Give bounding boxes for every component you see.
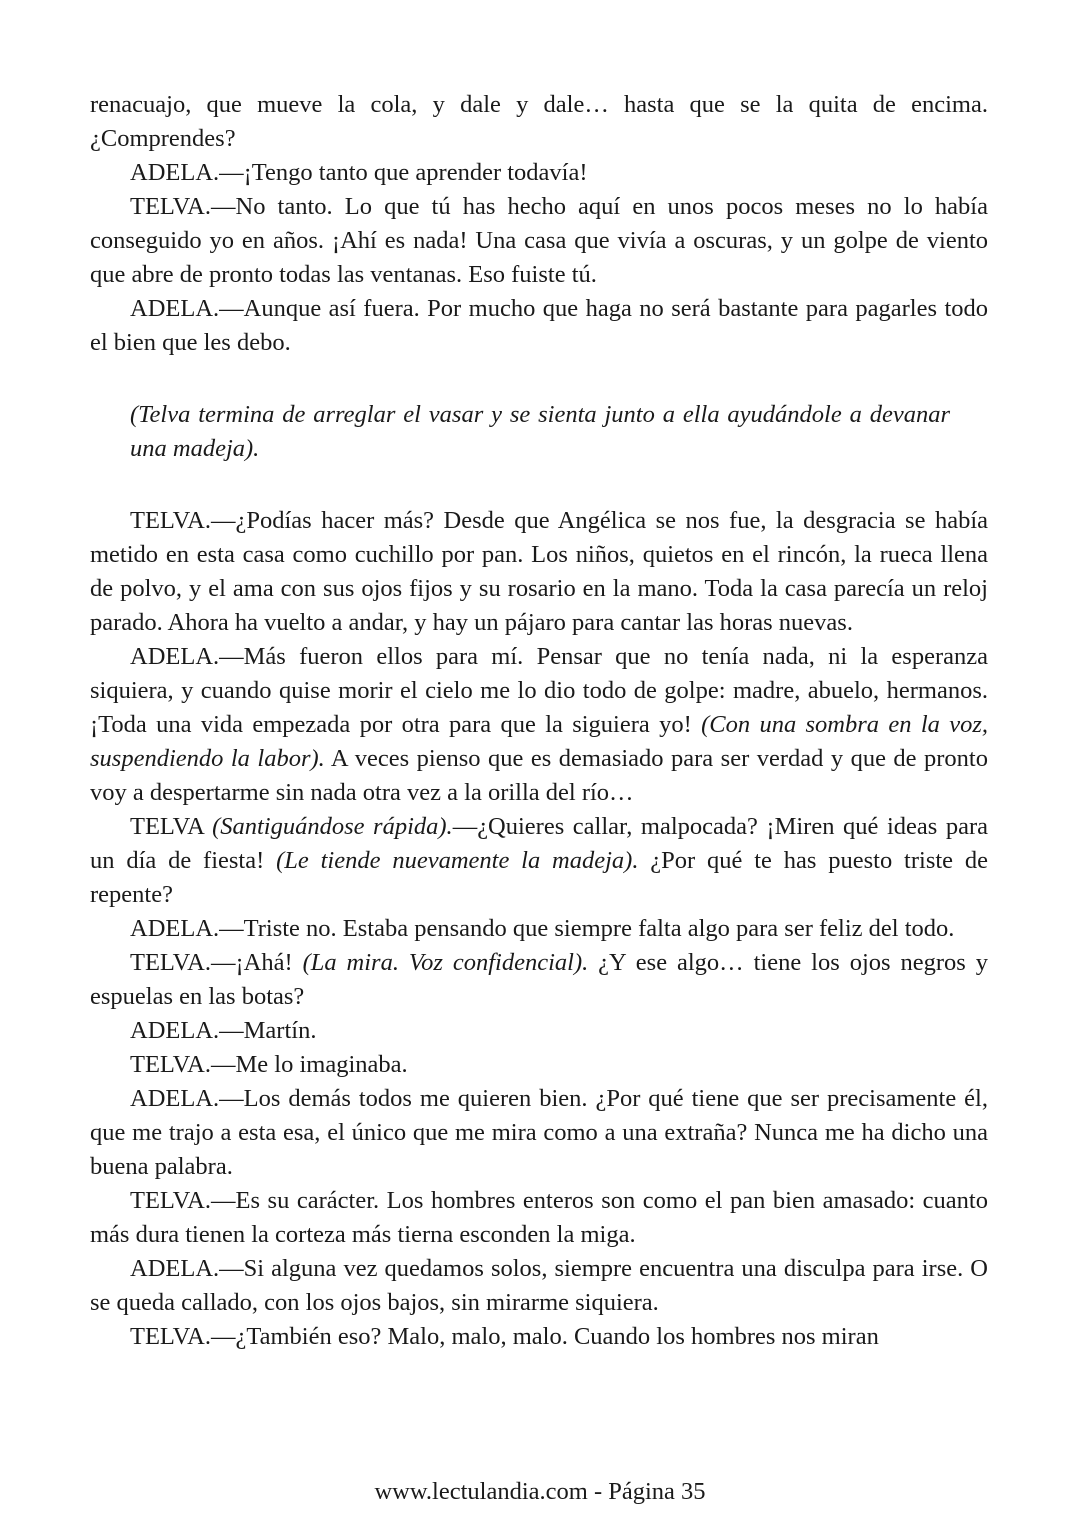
paragraph-text: ADELA.—Más fueron ellos para mí. Pensar que no tenía nada, ni la esperanza siquiera, y cuando quise morir el cielo me lo dio todo de golpe: madre, abuelo, hermanos. ¡Toda una vida empezada por otra para que la siguiera yo! [90,643,988,738]
paragraph-text: ADELA.—Aunque así fuera. Por mucho que haga no será bastante para pagarles todo el bien que les debo. [90,295,988,356]
footer-text: www.lectulandia.com - Página 35 [374,1478,706,1505]
inline-stage-direction: (Santiguándose rápida). [212,813,453,840]
paragraph-text: ADELA.—Triste no. Estaba pensando que siempre falta algo para ser feliz del todo. [130,915,955,942]
dialogue-adela [90,292,988,360]
paragraph-text: A veces pienso que es demasiado para ser verdad y que de pronto voy a despertarme sin nada otra vez a la orilla del río… [90,745,988,806]
inline-stage-direction: (Con una sombra en la voz, suspendiendo la labor). [90,711,988,772]
inline-stage-direction: (Le tiende nuevamente la madeja). [276,847,639,874]
paragraph-text: ADELA.—Martín. [130,1017,317,1044]
paragraph-text: ADELA.—Los demás todos me quieren bien. ¿Por qué tiene que ser precisamente él, que me trajo a esta esa, el único que me mira como a una extraña? Nunca me ha dicho una buena palabra. [90,1085,988,1180]
dialogue-adela [90,640,988,810]
paragraph-text: TELVA.—Me lo imaginaba. [130,1051,408,1078]
page-footer [0,1475,1080,1509]
dialogue-telva [90,1320,988,1354]
dialogue-telva [90,810,988,912]
dialogue-telva [90,190,988,292]
paragraph-text: ADELA.—Si alguna vez quedamos solos, siempre encuentra una disculpa para irse. O se queda callado, con los ojos bajos, sin mirarme siquiera. [90,1255,988,1316]
paragraph-text: TELVA.—No tanto. Lo que tú has hecho aquí en unos pocos meses no lo había conseguido yo en años. ¡Ahí es nada! Una casa que vivía a oscuras, y un golpe de viento que abre de pronto todas las ventanas. Eso fuiste tú. [90,193,988,288]
dialogue-telva [90,1048,988,1082]
dialogue-adela [90,912,988,946]
inline-stage-direction: (La mira. Voz confidencial). [302,949,589,976]
dialogue-telva [90,504,988,640]
paragraph-text: TELVA.—¡Ahá! [130,949,303,976]
stage-direction [130,398,950,466]
dialogue-telva [90,946,988,1014]
paragraph-text: TELVA.—Es su carácter. Los hombres enteros son como el pan bien amasado: cuanto más dura tienen la corteza más tierna esconden la miga. [90,1187,988,1248]
dialogue-adela [90,1252,988,1320]
dialogue-adela [90,1082,988,1184]
dialogue-adela [90,1014,988,1048]
paragraph-text: ¿Y ese algo… tiene los ojos negros y espuelas en las botas? [90,949,988,1010]
speaker-name: TELVA [130,813,213,840]
stage-direction-text: (Telva termina de arreglar el vasar y se sienta junto a ella ayudándole a devanar una madeja). [130,401,950,462]
paragraph-text: TELVA.—¿Podías hacer más? Desde que Angélica se nos fue, la desgracia se había metido en esta casa como cuchillo por pan. Los niños, quietos en el rincón, la rueca llena de polvo, y el ama con sus ojos fijos y su rosario en la mano. Toda la casa parecía un reloj parado. Ahora ha vuelto a andar, y hay un pájaro para cantar las horas nuevas. [90,507,988,636]
paragraph-text: TELVA.—¿También eso? Malo, malo, malo. Cuando los hombres nos miran [130,1323,879,1350]
document-body [90,88,988,1354]
paragraph-text: renacuajo, que mueve la cola, y dale y dale… hasta que se la quita de encima. ¿Comprendes? [90,91,988,152]
paragraph-text: —¿Quieres callar, malpocada? ¡Miren qué ideas para un día de fiesta! [90,813,988,874]
dialogue-telva [90,1184,988,1252]
dialogue-adela [90,156,988,190]
paragraph-text: ¿Por qué te has puesto triste de repente? [90,847,989,908]
paragraph-continuation [90,88,988,156]
paragraph-text: ADELA.—¡Tengo tanto que aprender todavía! [130,159,588,186]
